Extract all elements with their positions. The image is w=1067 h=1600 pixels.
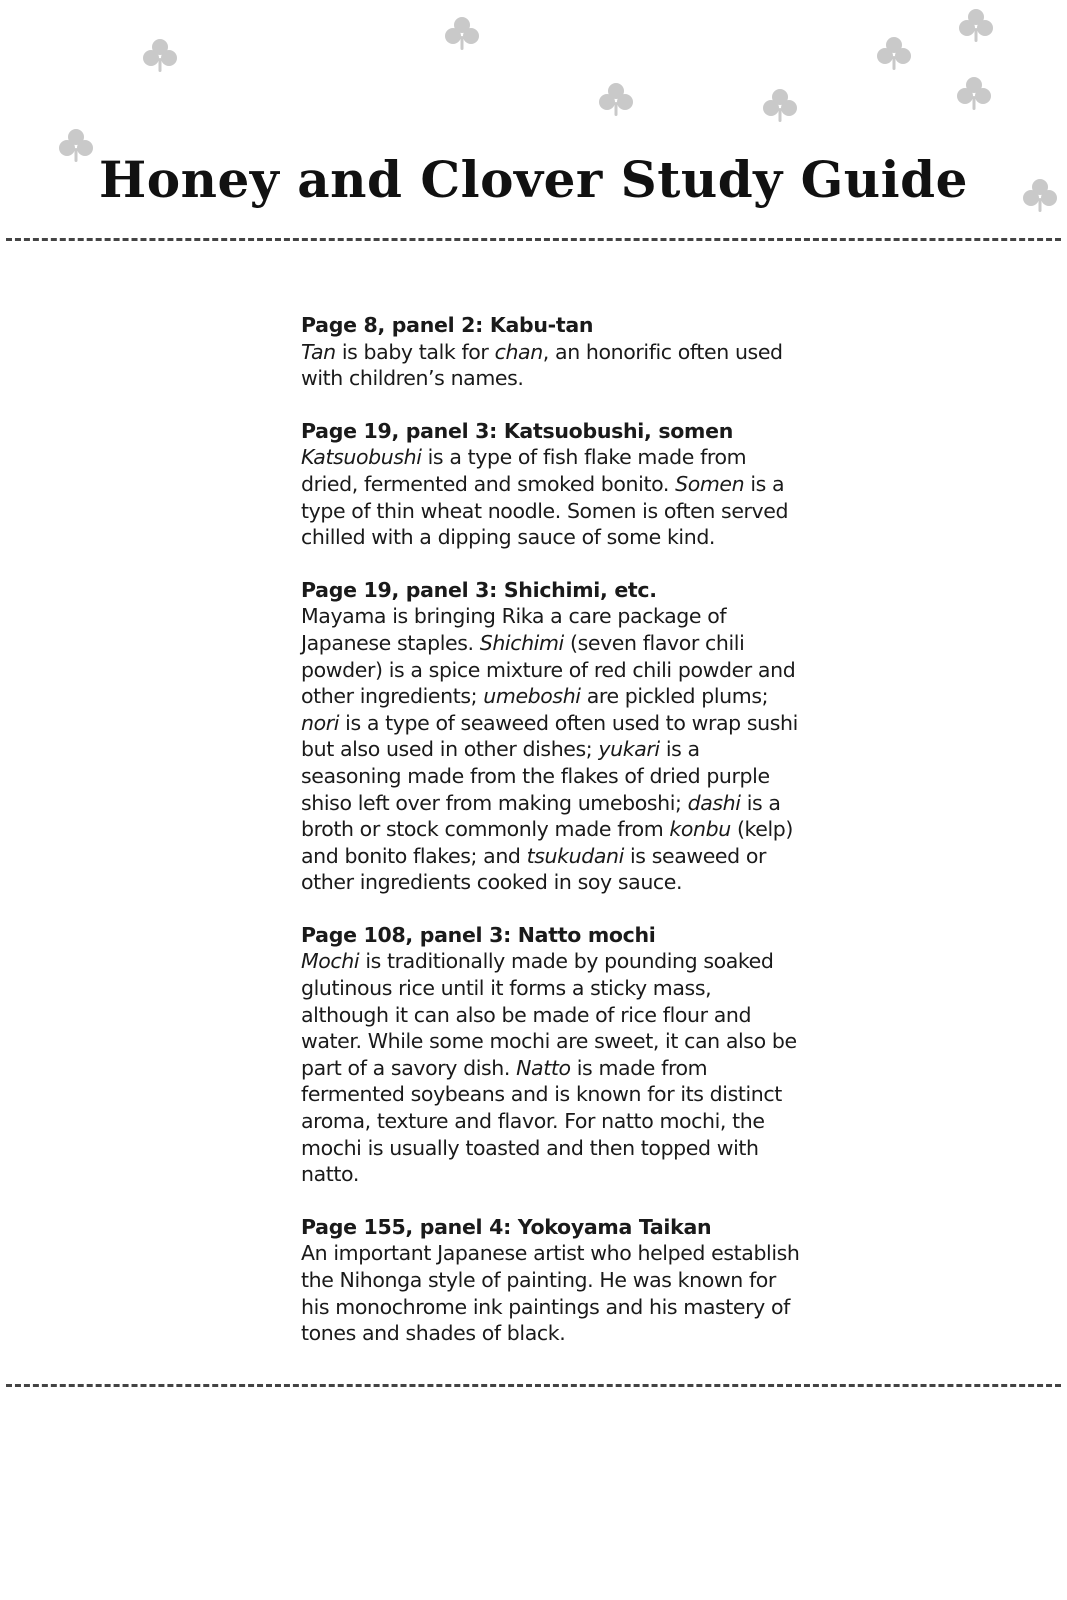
note-text: Mayama is bringing Rika a care package of Japanese staples. bbox=[301, 604, 727, 655]
clover-icon bbox=[956, 6, 996, 46]
note-text: is traditionally made by pounding soaked glutinous rice until it forms a sticky mass, although it can also be made of rice flour and water. While some mochi are sweet, it can also be part of a savory dish. bbox=[301, 949, 797, 1080]
note-heading: Page 155, panel 4: Yokoyama Taikan bbox=[301, 1214, 712, 1239]
note-text: is a broth or stock commonly made from bbox=[301, 790, 781, 842]
note-text: are pickled plums; bbox=[580, 684, 769, 709]
note-text: is made from fermented soybeans and is known for its distinct aroma, texture and flavor. For natto mochi, the mochi is usually toasted and then topped with natto. bbox=[301, 1055, 782, 1187]
clover-icon bbox=[954, 74, 994, 114]
note-heading: Page 19, panel 3: Katsuobushi, somen bbox=[301, 418, 734, 443]
note-entry bbox=[301, 418, 801, 551]
italic-term: nori bbox=[301, 710, 340, 735]
italic-term: Somen bbox=[675, 471, 745, 496]
note-text: is a type of seaweed often used to wrap sushi but also used in other dishes; bbox=[301, 710, 798, 762]
italic-term: Mochi bbox=[301, 949, 360, 974]
note-text: (seven flavor chili powder) is a spice mixture of red chili powder and other ingredients; bbox=[301, 630, 796, 709]
note-text: is seaweed or other ingredients cooked in soy sauce. bbox=[301, 843, 767, 895]
note-heading: Page 19, panel 3: Shichimi, etc. bbox=[301, 577, 657, 602]
clover-icon bbox=[140, 36, 180, 76]
clover-icon bbox=[596, 80, 636, 120]
italic-term: dashi bbox=[687, 790, 741, 815]
note-text: An important Japanese artist who helped establish the Nihonga style of painting. He was known for his monochrome ink paintings and his mastery of tones and shades of black. bbox=[301, 1241, 800, 1346]
note-text: is a type of fish flake made from dried, fermented and smoked bonito. bbox=[301, 445, 747, 496]
note-body bbox=[301, 1240, 801, 1346]
note-entry bbox=[301, 1214, 801, 1347]
note-text: , an honorific often used with children’s names. bbox=[301, 339, 783, 391]
note-body bbox=[301, 948, 801, 1187]
page-title: Honey and Clover Study Guide bbox=[99, 150, 968, 209]
note-text: (kelp) and bonito flakes; and bbox=[301, 817, 794, 868]
italic-term: Natto bbox=[516, 1055, 571, 1080]
italic-term: Katsuobushi bbox=[301, 445, 422, 470]
note-body bbox=[301, 603, 801, 896]
clover-icon bbox=[442, 14, 482, 54]
clover-icon bbox=[874, 34, 914, 74]
italic-term: umeboshi bbox=[483, 684, 581, 709]
bottom-dashed-divider bbox=[6, 1384, 1061, 1387]
note-entry bbox=[301, 577, 801, 896]
notes-list bbox=[301, 312, 801, 1373]
italic-term: Tan bbox=[301, 339, 336, 364]
note-entry bbox=[301, 312, 801, 392]
italic-term: yukari bbox=[598, 737, 660, 762]
note-heading: Page 8, panel 2: Kabu-tan bbox=[301, 313, 594, 337]
note-body bbox=[301, 339, 801, 392]
italic-term: chan bbox=[494, 339, 543, 364]
note-body bbox=[301, 444, 801, 550]
note-text: is a type of thin wheat noodle. Somen is often served chilled with a dipping sauce of some kind. bbox=[301, 471, 789, 550]
italic-term: Shichimi bbox=[479, 630, 564, 655]
note-entry bbox=[301, 922, 801, 1188]
top-dashed-divider bbox=[6, 238, 1061, 241]
note-text: is a seasoning made from the flakes of dried purple shiso left over from making umeboshi; bbox=[301, 737, 770, 815]
italic-term: konbu bbox=[669, 817, 731, 842]
note-heading: Page 108, panel 3: Natto mochi bbox=[301, 922, 656, 947]
note-text: is baby talk for bbox=[335, 339, 495, 364]
italic-term: tsukudani bbox=[526, 843, 624, 868]
clover-icon bbox=[760, 86, 800, 126]
